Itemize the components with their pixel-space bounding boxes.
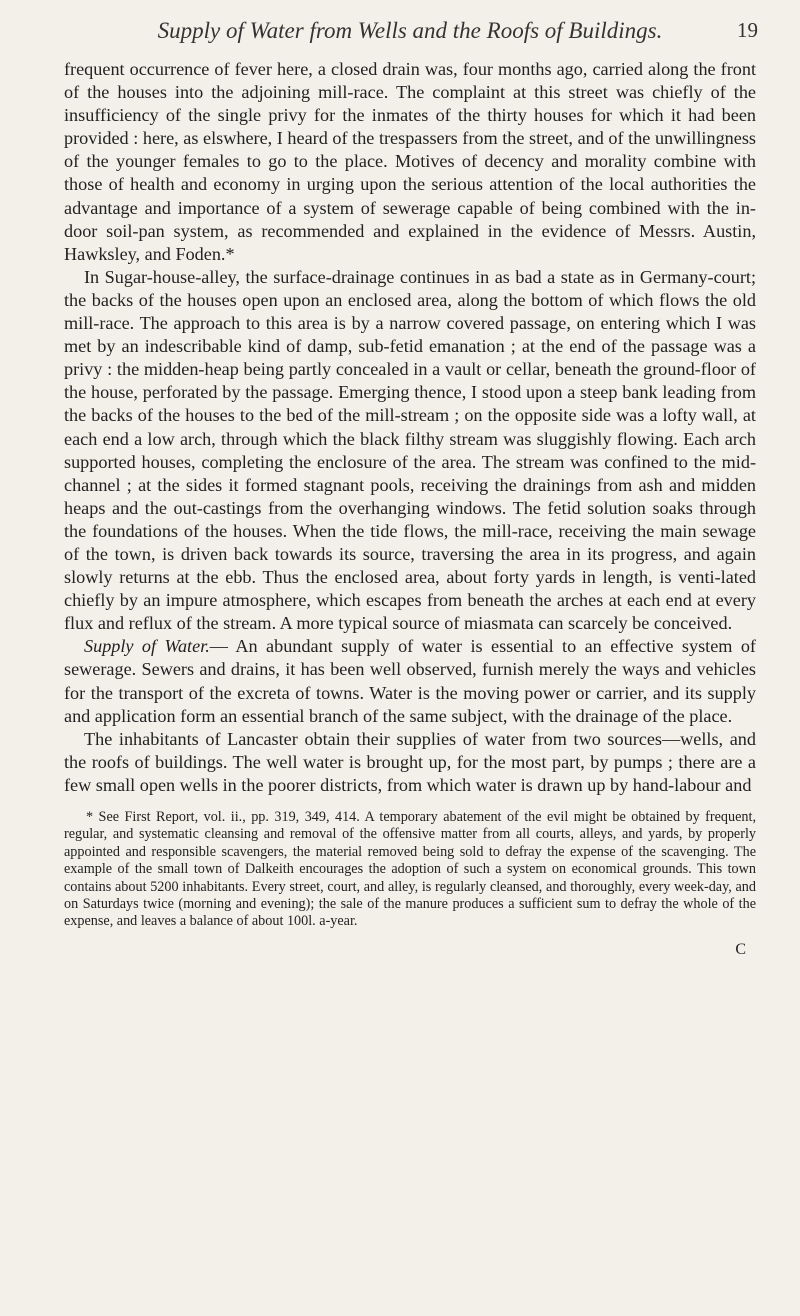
footnote: * See First Report, vol. ii., pp. 319, 349, 414. A temporary abatement of the evil might be obtained by frequent, regular, and systematic cleansing and removal of the offensive matter from all courts, alleys, and yards, by properly appointed and responsible scavengers, the material removed being sold to defray the expense of the scavenging. The example of the small town of Dalkeith encourages the adoption of such a system on economical grounds. This town contains about 5200 inhabitants. Every street, court, and alley, is regularly cleansed, and thoroughly, every week-day, and on Saturdays twice (morning and evening); the sale of the manure produces a sufficient sum to defray the whole of the expense, and leaves a balance of about 100l. a-year. [64,809,756,930]
paragraph-continued: frequent occurrence of fever here, a closed drain was, four months ago, carried along the front of the houses into the adjoining mill-race. The complaint at this street was chiefly of the insufficiency of the single privy for the inmates of the thirty houses for which it had been provided : here, as elswhere, I heard of the trespassers from the street, and of the unwillingness of the younger females to go to the place. Motives of decency and morality combine with those of health and economy in urging upon the serious attention of the local authorities the advantage and importance of a system of sewerage capable of being combined with the in-door soil-pan system, as recommended and explained in the evidence of Messrs. Austin, Hawksley, and Foden.* [64,59,756,264]
page-number: 19 [737,18,758,42]
signature-mark: C [735,940,746,958]
section-heading: Supply of Water. [84,636,210,657]
running-head [64,18,756,52]
paragraph-supply-of-water [64,635,756,727]
body-text [64,58,756,797]
paragraph-sugar-house-alley: In Sugar-house-alley, the surface-drainage continues in as bad a state as in Germany-court; the backs of the houses open upon an enclosed area, along the bottom of which flows the old mill-race. The approach to this area is by a narrow covered passage, on entering which I was met by an indescribable kind of damp, sub-fetid emanation ; at the end of the passage was a privy : the midden-heap being partly concealed in a vault or cellar, beneath the ground-floor of the house, perforated by the passage. Emerging thence, I stood upon a steep bank leading from the backs of the houses to the bed of the mill-stream ; on the opposite side was a lofty wall, at each end a low arch, through which the black filthy stream was sluggishly flowing. Each arch supported houses, completing the enclosure of the area. The stream was confined to the mid-channel ; at the sides it formed stagnant pools, receiving the drainings from ash and midden heaps and the out-castings from the overhanging windows. The fetid solution soaks through the foundations of the houses. When the tide flows, the mill-race, receiving the main sewage of the town, is driven back towards its source, traversing the area in its progress, and again slowly returns at the ebb. Thus the enclosed area, about forty yards in length, is venti-lated chiefly by an impure atmosphere, which escapes from beneath the arches at each end at every flux and reflux of the stream. A more typical source of miasmata can scarcely be conceived. [64,266,756,634]
section-text: — An abundant supply of water is essential to an effective system of sewerage. Sewers and drains, it has been well observed, furnish merely the ways and vehicles for the transport of the excreta of towns. Water is the moving power or carrier, and its supply and application form an essential branch of the same subject, with the drainage of the place. [64,636,756,726]
running-head-title: Supply of Water from Wells and the Roofs of Buildings. [157,18,663,43]
paragraph-lancaster-supplies: The inhabitants of Lancaster obtain their supplies of water from two sources—wells, and the roofs of buildings. The well water is brought up, for the most part, by pumps ; there are a few small open wells in the poorer districts, from which water is drawn up by hand-labour and [64,728,756,795]
